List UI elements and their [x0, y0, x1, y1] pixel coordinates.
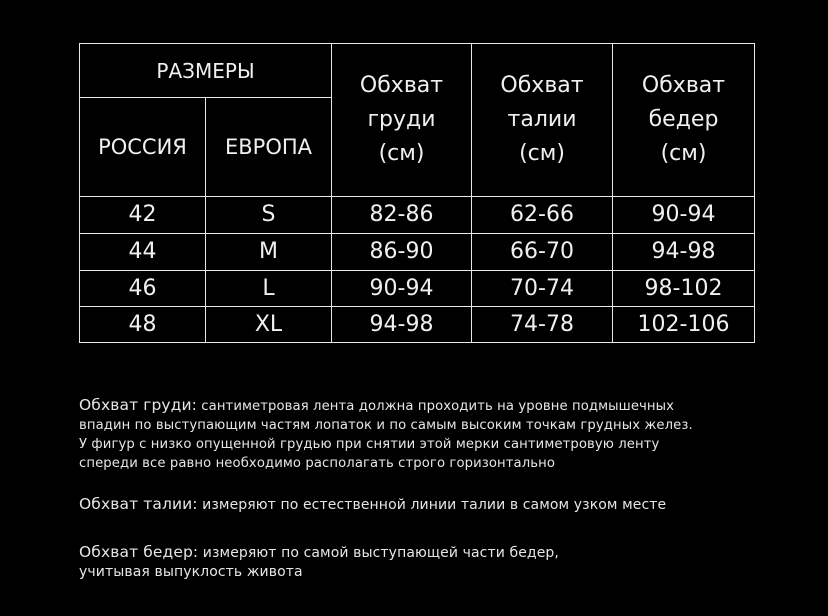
- russia-size-cell: 48: [80, 307, 206, 343]
- hips-note-text: измеряют по самой выступающей части бедер,: [198, 545, 559, 561]
- chest-value-cell: 82-86: [332, 197, 472, 234]
- hips-measure-note: [79, 543, 779, 582]
- europe-size-cell: L: [206, 271, 332, 307]
- hips-value-cell: 90-94: [613, 197, 755, 234]
- chest-note-term: Обхват груди:: [79, 396, 197, 414]
- russia-header: РОССИЯ: [80, 98, 206, 197]
- waist-note-text: измеряют по естественной линии талии в самом узком месте: [197, 497, 667, 513]
- chest-value-cell: 86-90: [332, 234, 472, 271]
- sizes-group-header: РАЗМЕРЫ: [80, 44, 332, 98]
- europe-size-cell: XL: [206, 307, 332, 343]
- europe-size-cell: S: [206, 197, 332, 234]
- table-row: [80, 197, 755, 234]
- chest-header: [332, 44, 472, 197]
- chest-note-text: спереди все равно необходимо располагать строго горизонтально: [79, 456, 556, 471]
- note-line: [79, 543, 779, 563]
- russia-size-cell: 46: [80, 271, 206, 307]
- europe-header: ЕВРОПА: [206, 98, 332, 197]
- hips-header: [613, 44, 755, 197]
- europe-size-cell: M: [206, 234, 332, 271]
- table-row: [80, 307, 755, 343]
- waist-header-line: (см): [519, 141, 565, 166]
- hips-value-cell: 102-106: [613, 307, 755, 343]
- note-line: [79, 495, 779, 515]
- hips-header-line: Обхват: [641, 73, 726, 98]
- russia-size-cell: 44: [80, 234, 206, 271]
- waist-value-cell: 70-74: [472, 271, 613, 307]
- hips-value-cell: 94-98: [613, 234, 755, 271]
- waist-header-line: Обхват: [500, 73, 584, 98]
- chest-header-line: (см): [378, 141, 425, 166]
- size-chart-table: [79, 43, 755, 343]
- hips-header-line: бедер: [648, 107, 719, 132]
- waist-value-cell: 62-66: [472, 197, 613, 234]
- table-row: [80, 234, 755, 271]
- chest-measure-note: [79, 396, 779, 473]
- waist-header: [472, 44, 613, 197]
- chest-note-text: впадин по выступающим частям лопаток и по самым высоким точкам грудных желез.: [79, 418, 693, 433]
- waist-value-cell: 74-78: [472, 307, 613, 343]
- note-line: [79, 396, 779, 416]
- chest-value-cell: 90-94: [332, 271, 472, 307]
- hips-header-line: (см): [660, 141, 707, 166]
- hips-note-text: учитывая выпуклость живота: [79, 564, 303, 580]
- waist-header-line: талии: [507, 107, 577, 132]
- hips-value-cell: 98-102: [613, 271, 755, 307]
- table-row: [80, 271, 755, 307]
- waist-value-cell: 66-70: [472, 234, 613, 271]
- hips-note-term: Обхват бедер:: [79, 543, 199, 561]
- waist-note-term: Обхват талии:: [79, 495, 198, 513]
- waist-measure-note: [79, 495, 779, 515]
- chest-header-line: Обхват: [359, 73, 444, 98]
- chest-note-text: сантиметровая лента должна проходить на уровне подмышечных: [197, 399, 675, 414]
- chest-value-cell: 94-98: [332, 307, 472, 343]
- russia-size-cell: 42: [80, 197, 206, 234]
- chest-header-line: груди: [367, 107, 436, 132]
- chest-note-text: У фигур с низко опущенной грудью при снятии этой мерки сантиметровую ленту: [79, 437, 660, 452]
